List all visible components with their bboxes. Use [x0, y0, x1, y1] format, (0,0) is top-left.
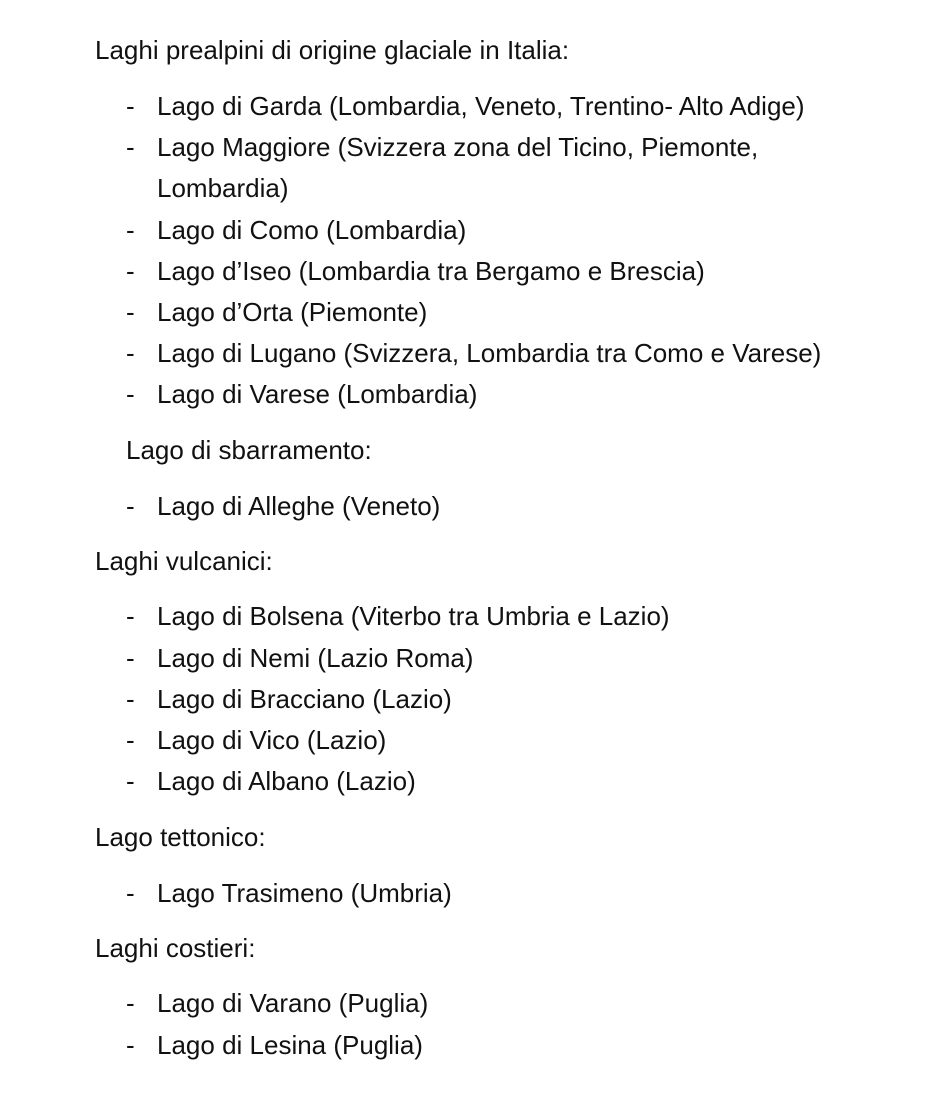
- list-item-text: Lago di Bracciano (Lazio): [157, 684, 452, 714]
- list-item: [126, 596, 886, 637]
- list-item: [126, 638, 886, 679]
- list-item-text: Lago di Alleghe (Veneto): [157, 491, 441, 521]
- list-item-text: Lago di Varese (Lombardia): [157, 379, 478, 409]
- list-item: [126, 983, 886, 1024]
- list-item-text: Lago d’Orta (Piemonte): [157, 297, 428, 327]
- subsection-heading-dam-lake: Lago di sbarramento:: [126, 435, 372, 465]
- list-item: [126, 374, 886, 415]
- section-heading-volcanic-lakes: Laghi vulcanici:: [95, 546, 273, 576]
- bullet-dash: -: [126, 338, 135, 368]
- list-item: [126, 86, 886, 127]
- list-item: [126, 761, 886, 802]
- bullet-dash: -: [126, 491, 135, 521]
- bullet-dash: -: [126, 766, 135, 796]
- bullet-dash: -: [126, 132, 135, 162]
- list-item: [126, 333, 886, 374]
- list-item: [126, 873, 886, 914]
- list-item: [126, 210, 886, 251]
- list-item: [126, 486, 886, 527]
- bullet-dash: -: [126, 988, 135, 1018]
- list-item-text: Lago di Albano (Lazio): [157, 766, 416, 796]
- list-item-text: Lago di Nemi (Lazio Roma): [157, 643, 474, 673]
- bullet-dash: -: [126, 215, 135, 245]
- list-item-text: Lago di Garda (Lombardia, Veneto, Trentino- Alto Adige): [157, 91, 805, 121]
- section-heading-tectonic-lake: Lago tettonico:: [95, 822, 266, 852]
- list-item: [126, 292, 886, 333]
- list-item-text: Lago di Lugano (Svizzera, Lombardia tra Como e Varese): [157, 338, 822, 368]
- bullet-dash: -: [126, 256, 135, 286]
- bullet-dash: -: [126, 684, 135, 714]
- list-item-text: Lago Trasimeno (Umbria): [157, 878, 452, 908]
- bullet-dash: -: [126, 1030, 135, 1060]
- list-item: [126, 679, 886, 720]
- bullet-dash: -: [126, 601, 135, 631]
- bullet-dash: -: [126, 878, 135, 908]
- list-item: [126, 720, 886, 761]
- list-item: [126, 1025, 886, 1066]
- list-item-text: Lago di Bolsena (Viterbo tra Umbria e Lazio): [157, 601, 670, 631]
- bullet-dash: -: [126, 643, 135, 673]
- list-item-text: Lago di Vico (Lazio): [157, 725, 387, 755]
- bullet-dash: -: [126, 725, 135, 755]
- list-item-text: Lago Maggiore (Svizzera zona del Ticino, Piemonte, Lombardia): [157, 132, 759, 203]
- list-item: [126, 251, 886, 292]
- list-item-text: Lago di Varano (Puglia): [157, 988, 429, 1018]
- bullet-dash: -: [126, 91, 135, 121]
- list-item-text: Lago di Como (Lombardia): [157, 215, 467, 245]
- bullet-dash: -: [126, 379, 135, 409]
- section-heading-glacial-lakes: Laghi prealpini di origine glaciale in Italia:: [95, 35, 570, 65]
- list-item-text: Lago d’Iseo (Lombardia tra Bergamo e Brescia): [157, 256, 705, 286]
- list-item: [126, 127, 886, 209]
- bullet-dash: -: [126, 297, 135, 327]
- section-heading-coastal-lakes: Laghi costieri:: [95, 933, 256, 963]
- list-item-text: Lago di Lesina (Puglia): [157, 1030, 423, 1060]
